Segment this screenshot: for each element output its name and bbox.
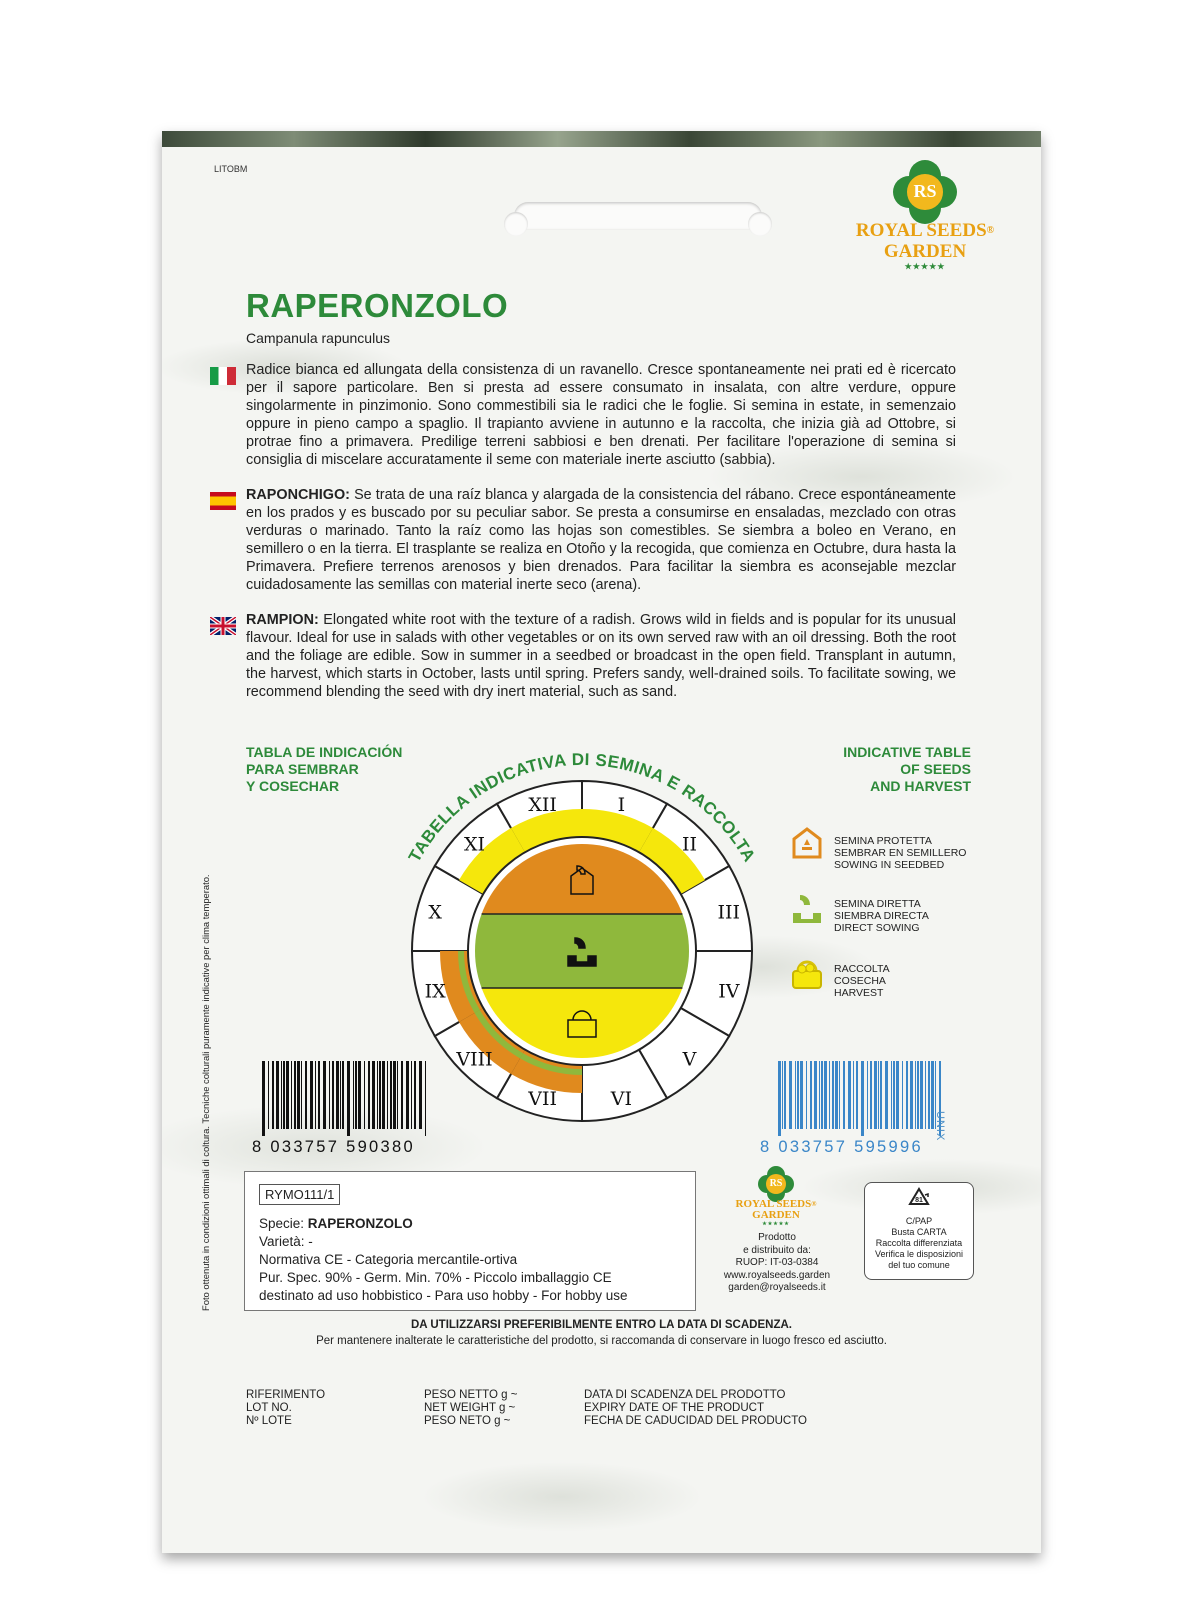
month-label-6: VI: [610, 1087, 632, 1110]
description-english: [246, 611, 956, 701]
legend-harvest: RACCOLTA COSECHA HARVEST: [834, 963, 890, 999]
spec-code: RYMO111/1: [259, 1184, 340, 1205]
month-label-12: XII: [528, 794, 557, 817]
description-spanish: [246, 486, 956, 594]
table-title-english: INDICATIVE TABLE OF SEEDS AND HARVEST: [843, 744, 971, 794]
spec-box: [244, 1171, 696, 1311]
footer-reference: RIFERIMENTO LOT NO. Nº LOTE: [246, 1389, 326, 1427]
recycle-line4: del tuo comune: [888, 1260, 950, 1270]
italian-flag-icon: [210, 367, 236, 385]
recycle-line3: Verifica le disposizioni: [874, 1249, 964, 1259]
uk-flag-icon: [210, 617, 236, 635]
barcode-tag: UNIX: [934, 1111, 946, 1142]
spec-usage: destinato ad uso hobbistico - Para uso hobby - For hobby use: [259, 1288, 628, 1303]
month-label-5: V: [682, 1048, 697, 1071]
harvest-basket-icon: [790, 957, 824, 991]
barcode-right-number: 8 033757 595996: [760, 1138, 923, 1156]
barcode-left: [258, 1061, 433, 1136]
table-title-italian: TABELLA INDICATIVA DI SEMINA E RACCOLTA: [404, 749, 760, 866]
hang-tab-hole: [514, 202, 762, 230]
brand-mark-small: RS: [766, 1174, 786, 1194]
direct-sowing-icon: [790, 891, 824, 925]
photo-strip: [162, 131, 1041, 147]
brand-stars: ★★★★★: [904, 262, 946, 271]
spec-purity: Pur. Spec. 90% - Germ. Min. 70% - Piccolo imballaggio CE: [259, 1270, 612, 1285]
protected-sowing-icon: [790, 825, 824, 859]
spec-regulation: Normativa CE - Categoria mercantile-ortiva: [259, 1252, 518, 1267]
english-text: Elongated white root with the texture of a radish. Grows wild in fields and is popular for its unusual flavour. Ideal for use in salads with other vegetables or on its own served raw with an oil dressing. Both the root and the foliage are edible. Sow in summer in a seedbed or broadcast in the open field. Transplant in autumn, the harvest, which starts in October, lasts until spring. Prefers sandy, well-drained soils. To facilitate sowing, we recommend blending the seed with dry inert material, such as sand.: [246, 612, 956, 700]
seed-packet-back: LITOBM RS ROYAL SEEDS® GARDEN ★★★★★ RAPERONZOLO Campanula rapunculus Radice bianca ed allungata della consistenza di un ravanello. Cresce spontaneamente nei prati ed è ricercato per il sapore particolare. Ben si presta ad essere consumato in insalata, con altre verdure, oppure singolarmente in pinzimonio. Sono commestibili sia le radici che le foglie. Si semina in estate, in semenzaio oppure in pieno campo a spaglio. Il trapianto avviene in autunno e la raccolta, che inizia già ad Ottobre, si protrae fino a primavera. Predilige terreni sabbiosi e ben drenati. Per facilitare l'operazione di semina si consiglia di miscelare accuratamente il seme con materiale inerte asciutto (sabbia). RAPONCHIGO: Se trata de una raíz blanca y alargada de la consistencia del rábano. Crece espontáneamente en los prados y es buscado por su peculiar sabor. Se presta a consumirse en ensaladas, mezclado con otras verduras o marinado. Tanto la raíz como las hojas son comestibles. Se siembra a boleo en Verano, en semillero o en la tierra. El trasplante se realiza en Otoño y la recogida, que comienza en Octubre, dura hasta la Primavera. Prefiere terrenos arenosos y bien drenados. Para facilitar la siembra es aconsejable mezclar cuidadosamente las semillas con material inerte seco (arena). RAMPION: Elongated white root with the texture of a radish. Grows wild in fields and is popular for its unusual flavour. Ideal for use in salads with other vegetables or on its own served raw with an oil dressing. Both the root and the foliage are edible. Sow in summer in a seedbed or broadcast in the open field. Transplant in autumn, the harvest, which starts in October, lasts until spring. Prefers sandy, well-drained soils. To facilitate sowing, we recommend blending the seed with dry inert material, such as sand. TABLA DE INDICACIÓN PARA SEMBRAR Y COSECHAR INDICATIVE TABLE OF SEEDS AND HARVEST TABELLA INDICATIVA DI SEMINA E RACCOLTA I II III IV V VI VII VIII IX X XI XII SEMINA PROTETTA SEMBRAR EN SEMILLERO SOWING IN SEEDBED SEMINA DIRETTA SIEMBRA DIRECTA DIRECT SOWING RACCOLTA COSECHA HARVEST 8 033757 590380 8 033757 595996 UNIX Foto ottenuta in condizioni ottimali di coltura. Tecniche colturali puramente indicative per clima temperato. RYMO111/1 Specie: RAPERONZOLO Varietà: - Normativa CE - Categoria mercantile-ortiva Pur. Spec. 90% - Germ. Min. 70% - Piccolo imballaggio CE destinato ad uso hobbistico - Para uso hobby - For hobby use RS ROYAL SEEDS® GARDEN ★★★★★ Prodotto e distribuito da: RUOP: IT-03-0384 www.royalseeds.garden garden@royalseeds.it 81 C/PAP Busta CARTA Raccolta differenziata Verifica le disposizioni del tuo comune DA UTILIZZARSI PREFERIBILMENTE ENTRO LA DATA DI SCADENZA. Per mantenere inalterate le caratteristiche del prodotto, si raccomanda di conservare in luogo fresco ed asciutto. RIFERIMENTO LOT NO. Nº LOTE PESO NETTO g ~ NET WEIGHT g ~ PESO NETO g ~ DATA DI SCADENZA DEL PRODOTTO EXPIRY DATE OF THE PRODUCT FECHA DE CADUCIDAD DEL PRODUCTO: [162, 131, 1041, 1553]
month-label-4: IV: [718, 980, 740, 1003]
month-label-11: XI: [463, 833, 486, 856]
month-label-9: IX: [424, 980, 446, 1003]
expiry-notice: DA UTILIZZARSI PREFERIBILMENTE ENTRO LA DATA DI SCADENZA.: [411, 1319, 792, 1331]
brand-small-line1: ROYAL SEEDS: [735, 1198, 812, 1210]
table-title-spanish: TABLA DE INDICACIÓN PARA SEMBRAR Y COSECHAR: [246, 744, 403, 794]
photo-disclaimer: Foto ottenuta in condizioni ottimali di coltura. Tecniche colturali puramente indicative per clima temperato.: [200, 874, 211, 1311]
recycle-code: 81: [915, 1197, 923, 1204]
legend-protected-sowing: SEMINA PROTETTA SEMBRAR EN SEMILLERO SOWING IN SEEDBED: [834, 835, 967, 871]
band-direct-sowing: [472, 914, 692, 987]
recycle-material: C/PAP: [905, 1216, 933, 1226]
product-title: RAPERONZOLO: [246, 287, 509, 324]
english-name: RAMPION:: [246, 612, 319, 628]
month-label-8: VIII: [456, 1048, 493, 1071]
legend-direct-sowing: SEMINA DIRETTA SIEMBRA DIRECTA DIRECT SOWING: [834, 898, 929, 934]
description-italian: Radice bianca ed allungata della consistenza di un ravanello. Cresce spontaneamente nei prati ed è ricercato per il sapore particolare. Ben si presta ad essere consumato in insalata, con altre verdure, oppure singolarmente in pinzimonio. Sono commestibili sia le radici che le foglie. Si semina in estate, in semenzaio oppure in pieno campo a spaglio. Il trapianto avviene in autunno e la raccolta, che inizia già ad Ottobre, si protrae fino a primavera. Predilige terreni sabbiosi e ben drenati. Per facilitare l'operazione di semina si consiglia di miscelare accuratamente il seme con materiale inerte asciutto (sabbia).: [246, 362, 956, 468]
spanish-text: Se trata de una raíz blanca y alargada de la consistencia del rábano. Crece espontáneamente en los prados y es buscado por su peculiar sabor. Se presta a consumirse en ensaladas, mezclado con otras verduras o marinado. Tanto la raíz como las hojas son comestibles. Se siembra a boleo en Verano, en semillero o en la tierra. El trasplante se realiza en Otoño y la recogida, que comienza en Octubre, dura hasta la Primavera. Prefiere terrenos arenosos y bien drenados. Para facilitar la siembra es aconsejable mezclar cuidadosamente las semillas con material inerte seco (arena).: [246, 487, 956, 593]
clover-logo-small-icon: [758, 1166, 794, 1202]
recycle-line1: Busta CARTA: [891, 1227, 947, 1237]
recycling-box: [864, 1182, 974, 1280]
barcode-right: [774, 1061, 949, 1136]
product-latin-name: Campanula rapunculus: [246, 330, 390, 346]
barcode-left-number: 8 033757 590380: [252, 1138, 415, 1156]
month-label-2: II: [681, 833, 697, 856]
brand-line2: GARDEN: [883, 241, 967, 262]
clover-logo-icon: [893, 160, 957, 224]
brand-reg: ®: [986, 225, 995, 236]
footer-expiry: DATA DI SCADENZA DEL PRODOTTO EXPIRY DATE OF THE PRODUCT FECHA DE CADUCIDAD DEL PRODUCTO: [584, 1389, 808, 1427]
spec-species: Specie: RAPERONZOLO: [259, 1216, 413, 1231]
storage-notice: Per mantenere inalterate le caratteristiche del prodotto, si raccomanda di conservare in luogo fresco ed asciutto.: [316, 1335, 887, 1347]
month-label-1: I: [617, 794, 626, 817]
brand-small-reg: ®: [811, 1200, 817, 1208]
producer-info: Prodotto e distribuito da: RUOP: IT-03-0384 www.royalseeds.garden garden@royalseeds.it: [723, 1232, 831, 1293]
brand-mark: RS: [907, 174, 943, 210]
brand-small-line2: GARDEN: [752, 1209, 800, 1221]
month-label-7: VII: [528, 1087, 558, 1110]
month-label-3: III: [717, 901, 741, 924]
print-code: LITOBM: [214, 164, 248, 174]
brand-line1: ROYAL SEEDS: [855, 220, 987, 241]
recycle-line2: Raccolta differenziata: [875, 1238, 963, 1248]
footer-weight: PESO NETTO g ~ NET WEIGHT g ~ PESO NETO g ~: [424, 1389, 518, 1427]
spanish-name: RAPONCHIGO:: [246, 487, 350, 503]
spec-variety: Varietà: -: [259, 1234, 313, 1249]
month-label-10: X: [428, 901, 442, 924]
spanish-flag-icon: [210, 492, 236, 510]
